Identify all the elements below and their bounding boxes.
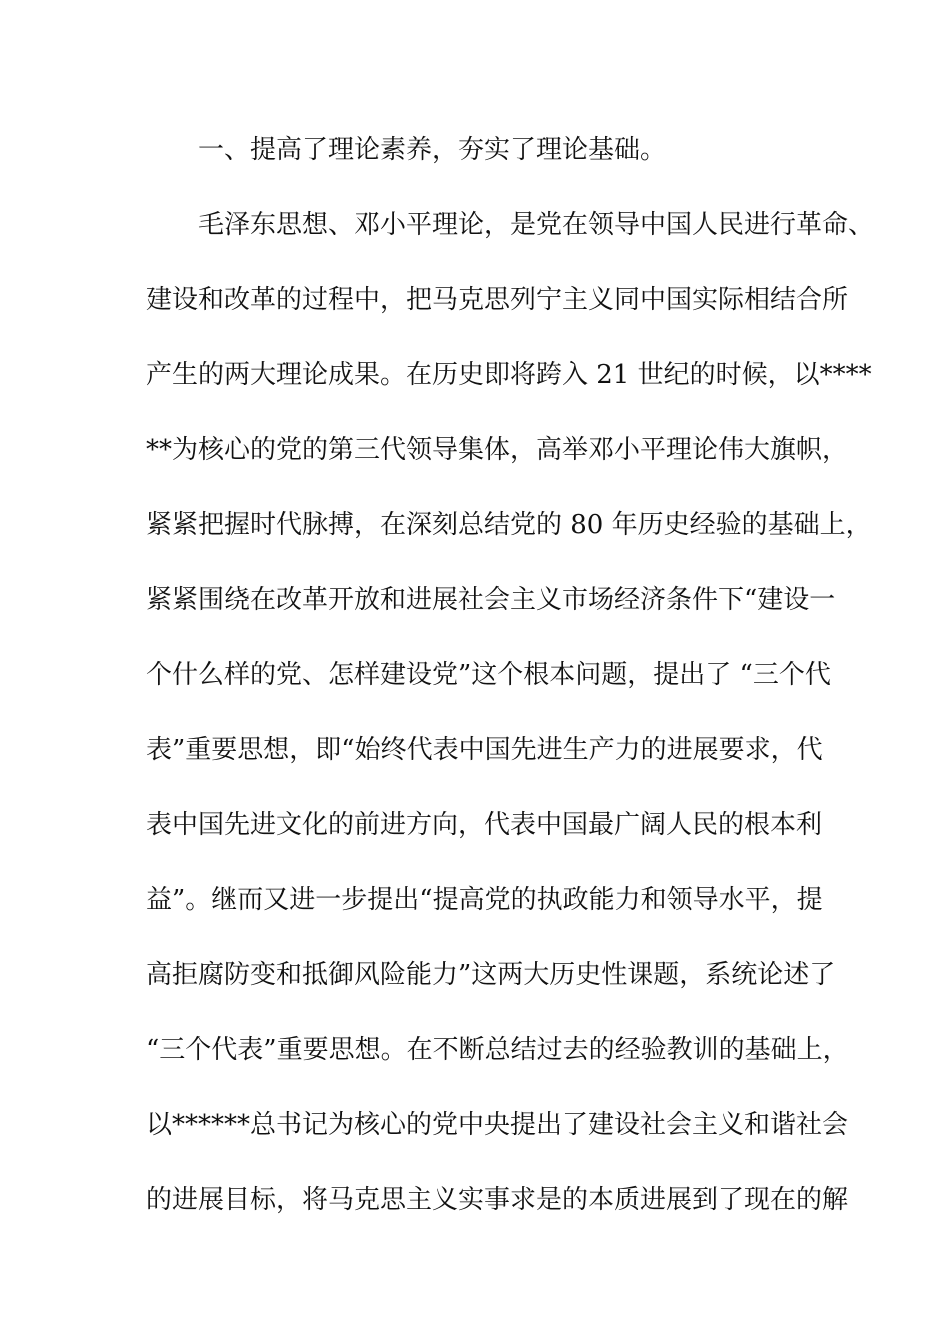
paragraph-line: “三个代表”重要思想。在不断总结过去的经验教训的基础上， <box>146 1035 849 1065</box>
paragraph-line: 益”。继而又进一步提出“提高党的执政能力和领导水平，提 <box>146 885 823 915</box>
section-heading: 一、提高了理论素养，夯实了理论基础。 <box>198 135 667 165</box>
paragraph-line: 建设和改革的过程中，把马克思列宁主义同中国实际相结合所 <box>146 285 849 315</box>
paragraph-line: 以******总书记为核心的党中央提出了建设社会主义和谐社会 <box>146 1110 849 1140</box>
paragraph-line: 表中国先进文化的前进方向，代表中国最广阔人民的根本利 <box>146 810 823 840</box>
paragraph-line: 紧紧围绕在改革开放和进展社会主义市场经济条件下“建设一 <box>146 585 836 615</box>
paragraph-line: 毛泽东思想、邓小平理论，是党在领导中国人民进行革命、 <box>198 210 875 240</box>
paragraph-line: **为核心的党的第三代领导集体，高举邓小平理论伟大旗帜， <box>146 435 849 465</box>
paragraph-line: 个什么样的党、怎样建设党”这个根本问题，提出了 “三个代 <box>146 660 831 690</box>
paragraph-line: 产生的两大理论成果。在历史即将跨入 21 世纪的时候，以**** <box>146 360 872 390</box>
paragraph-line: 高拒腐防变和抵御风险能力”这两大历史性课题，系统论述了 <box>146 960 836 990</box>
paragraph-line: 表”重要思想，即“始终代表中国先进生产力的进展要求，代 <box>146 735 823 765</box>
paragraph-line: 紧紧把握时代脉搏，在深刻总结党的 80 年历史经验的基础上， <box>146 510 872 540</box>
paragraph-line: 的进展目标，将马克思主义实事求是的本质进展到了现在的解 <box>146 1185 849 1215</box>
